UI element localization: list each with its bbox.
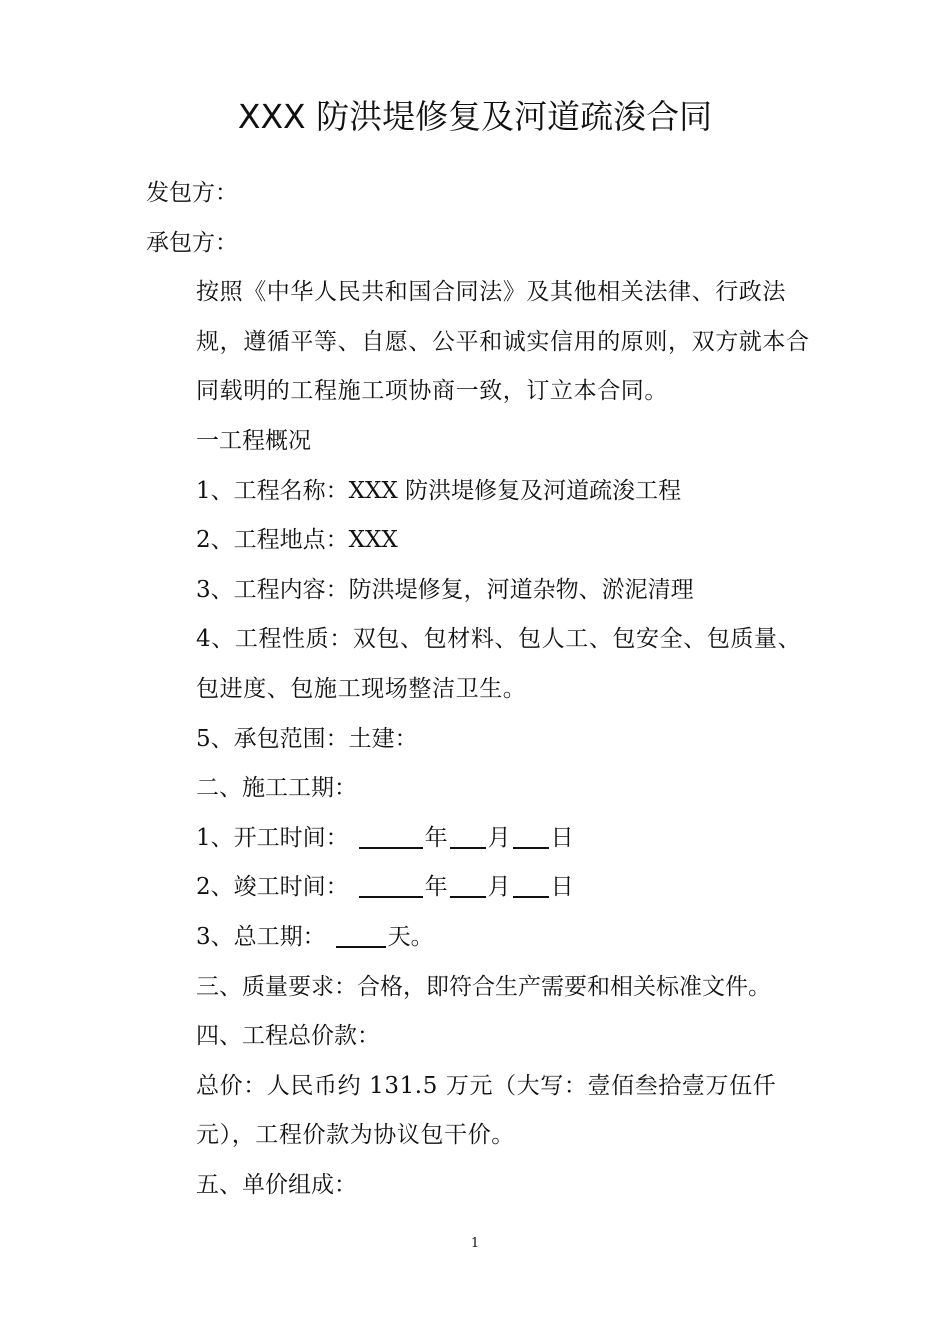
start-date-label: 1、开工时间： — [196, 824, 349, 851]
preamble-paragraph: 按照《中华人民共和国合同法》及其他相关法律、行政法规，遵循平等、自愿、公平和诚实信用的原则，双方就本合同载明的工程施工项协商一致，订立本合同。 — [196, 279, 810, 405]
end-year-blank — [359, 872, 423, 898]
section-5-heading: 五、单价组成： — [196, 1171, 357, 1198]
page-number: 1 — [470, 1236, 480, 1251]
end-month-unit: 月 — [487, 874, 511, 901]
total-price-paragraph: 总价：人民币约 131.5 万元（大写：壹佰叁拾壹万伍仟元），工程价款为协议包干价。 — [196, 1072, 777, 1149]
total-days-blank — [336, 922, 386, 948]
contract-body — [146, 169, 810, 1210]
start-day-unit: 日 — [550, 824, 574, 851]
start-month-unit: 月 — [487, 824, 511, 851]
project-nature-item: 4、工程性质：双包、包材料、包人工、包安全、包质量、包进度、包施工现场整洁卫生。 — [196, 626, 802, 702]
end-date-line — [146, 863, 810, 913]
end-day-unit: 日 — [550, 874, 574, 901]
start-year-blank — [359, 823, 423, 849]
contract-scope-item: 5、承包范围：土建： — [196, 725, 418, 752]
employer-label: 发包方： — [146, 180, 238, 206]
contract-title: XXX 防洪堤修复及河道疏浚合同 — [237, 97, 713, 136]
total-days-unit: 天。 — [387, 923, 434, 950]
end-day-blank — [513, 872, 549, 898]
contractor-label: 承包方： — [146, 229, 238, 256]
project-name-item: 1、工程名称：XXX 防洪堤修复及河道疏浚工程 — [196, 477, 682, 504]
section-3-quality: 三、质量要求：合格，即符合生产需要和相关标准文件。 — [196, 973, 771, 1000]
start-day-blank — [513, 823, 549, 849]
end-year-unit: 年 — [424, 874, 448, 901]
start-month-blank — [450, 823, 486, 849]
start-year-unit: 年 — [424, 824, 448, 851]
total-duration-line — [146, 913, 810, 963]
section-1-heading: 一工程概况 — [196, 427, 311, 454]
end-date-label: 2、竣工时间： — [196, 874, 349, 901]
section-4-heading: 四、工程总价款： — [196, 1023, 380, 1050]
total-duration-label: 3、总工期： — [196, 923, 326, 950]
section-2-heading: 二、施工工期： — [196, 775, 357, 802]
end-month-blank — [450, 872, 486, 898]
project-content-item: 3、工程内容：防洪堤修复，河道杂物、淤泥清理 — [196, 576, 694, 603]
project-location-item: 2、工程地点：XXX — [196, 527, 398, 554]
start-date-line — [146, 814, 810, 864]
